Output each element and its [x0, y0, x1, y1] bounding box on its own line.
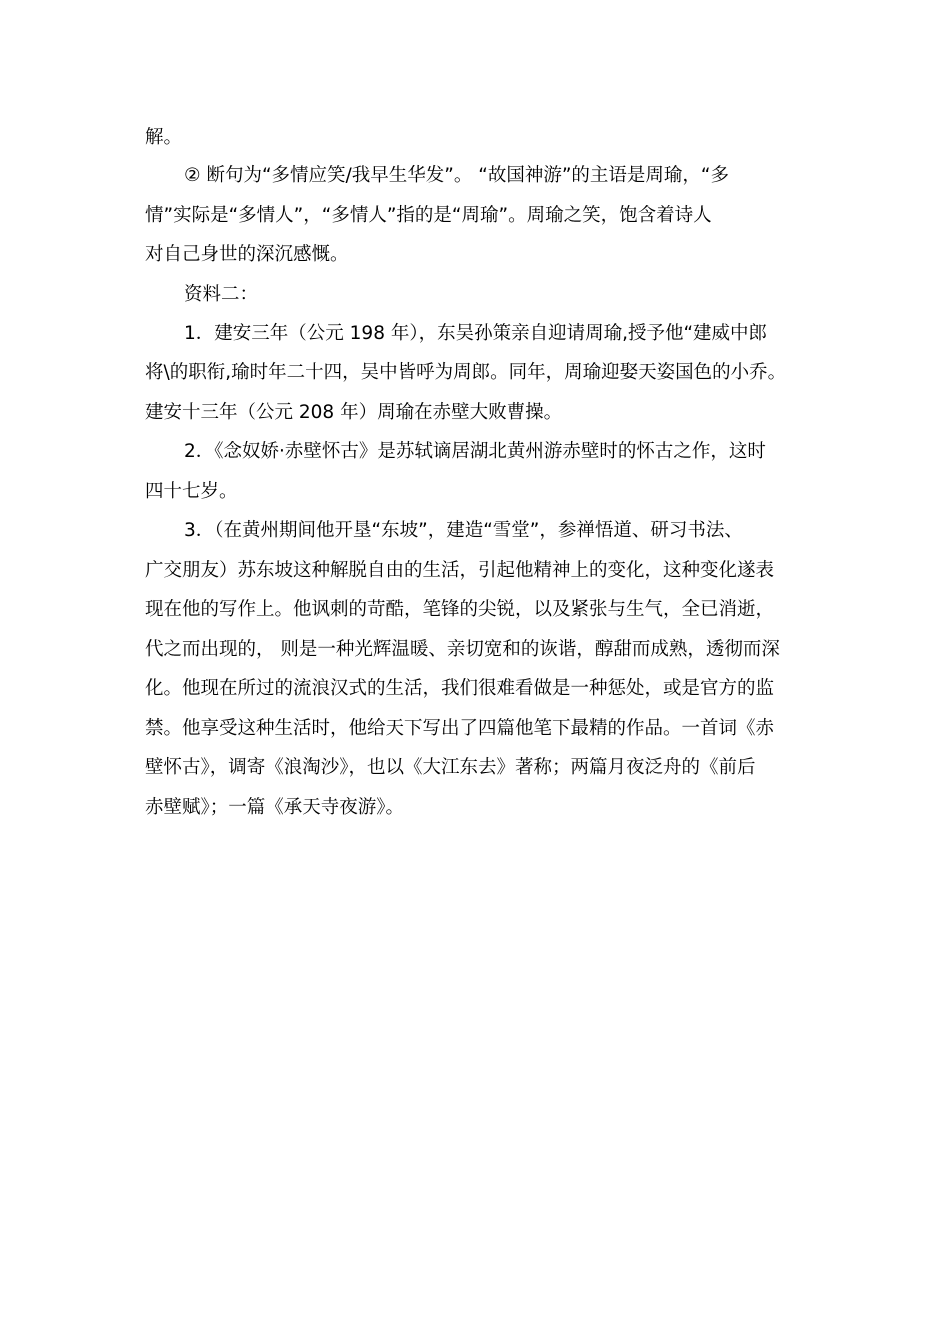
text-line: 广交朋友）苏东坡这种解脱自由的生活，引起他精神上的变化，这种变化遂表: [145, 560, 775, 581]
text-line: 1．建安三年（公元 198 年），东吴孙策亲自迎请周瑜,授予他“建威中郎: [184, 323, 768, 344]
text-line: 将\的职衔,瑜时年二十四，吴中皆呼为周郎。同年，周瑜迎娶天姿国色的小乔。: [145, 362, 787, 383]
text-line: 对自己身世的深沉感慨。: [145, 244, 349, 265]
text-line: 壁怀古》，调寄《浪淘沙》，也以《大江东去》著称；两篇月夜泛舟的《前后: [145, 757, 756, 778]
text-line: 赤壁赋》；一篇《承天寺夜游》。: [145, 797, 405, 818]
text-line: ② 断句为“多情应笑/我早生华发”。 “故国神游”的主语是周瑜，“多: [184, 165, 730, 186]
text-line: 解。: [145, 127, 183, 148]
text-line: 禁。他享受这种生活时，他给天下写出了四篇他笔下最精的作品。一首词《赤: [145, 718, 775, 739]
text-line: 情”实际是“多情人”，“多情人”指的是“周瑜”。周瑜之笑，饱含着诗人: [145, 205, 712, 226]
text-line: 代之而出现的， 则是一种光辉温暖、亲切宽和的诙谐，醇甜而成熟，透彻而深: [145, 639, 780, 660]
section-heading: 资料二：: [184, 284, 259, 305]
text-line: 化。他现在所过的流浪汉式的生活，我们很难看做是一种惩处，或是官方的监: [145, 678, 775, 699]
text-line: 建安十三年（公元 208 年）周瑜在赤壁大败曹操。: [145, 402, 563, 423]
text-line: 2．《念奴娇·赤壁怀古》是苏轼谪居湖北黄州游赤壁时的怀古之作，这时: [184, 441, 766, 462]
text-line: 现在他的写作上。他讽刺的苛酷，笔锋的尖锐，以及紧张与生气，全已消逝，: [145, 599, 775, 620]
text-line: 3．（在黄州期间他开垦“东坡”，建造“雪堂”，参禅悟道、研习书法、: [184, 520, 743, 541]
text-line: 四十七岁。: [145, 481, 238, 502]
